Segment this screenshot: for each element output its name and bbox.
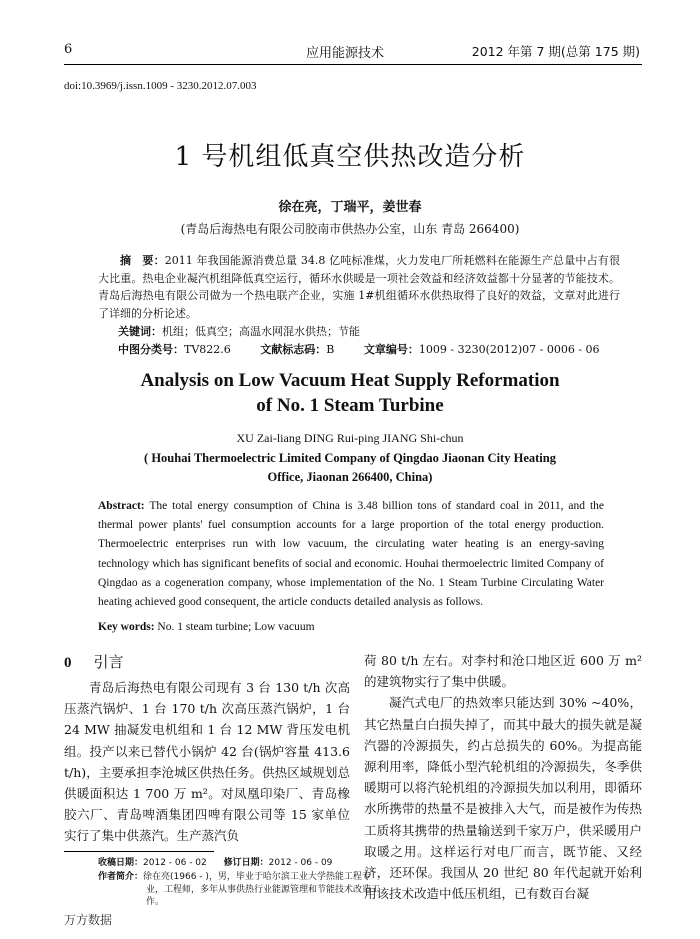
affiliation: (青岛后海热电有限公司胶南市供热办公室，山东 青岛 266400) <box>180 222 520 236</box>
doi: doi:10.3969/j.issn.1009 - 3230.2012.07.003 <box>64 80 257 92</box>
english-authors: XU Zai-liang DING Rui-ping JIANG Shi-chun <box>236 431 464 445</box>
keywords-cn-text: 机组；低真空；高温水网混水供热；节能 <box>162 325 360 338</box>
section-number: 0 <box>64 655 72 671</box>
left-column <box>64 677 350 847</box>
section-title: 引言 <box>93 653 124 671</box>
revised-label: 修订日期： <box>223 858 269 868</box>
right-column <box>364 650 642 904</box>
keywords-en-text: No. 1 steam turbine; Low vacuum <box>154 621 315 633</box>
english-title-line1: Analysis on Low Vacuum Heat Supply Reformation <box>140 370 560 391</box>
clc-label: 中图分类号： <box>118 343 184 356</box>
abstract-cn-text: 2011 年我国能源消费总量 34.8 亿吨标准煤，火力发电厂所耗燃料在能源生产总量中占有很大比重。热电企业凝汽机组降低真空运行，循环水供暖是一项社会效益和经济效益都十分显著的节能技术。青岛后海热电有限公司做为一个热电联产企业，实施 1#机组循环水供热取得了良好的效益，文章对此进行了详细的分析论述。 <box>98 254 621 320</box>
keywords-cn <box>118 323 360 339</box>
doc-code: B <box>326 343 335 356</box>
classification-line <box>118 341 626 357</box>
intro-paragraph-1: 青岛后海热电有限公司现有 3 台 130 t/h 次高压蒸汽锅炉、1 台 170 t/h 次高压蒸汽锅炉，1 台 24 MW 抽凝发电机组和 1 台 12 MW 背压发电机组。投产以来已替代小锅炉 42 台(锅炉容量 413.6 t/h)，主要承担李沧城区供热任务。供热区域规划总供暖面积达 1 700 万 m²。对凤凰印染厂、青岛橡胶六厂、青岛啤酒集团四啤有限公司等 15 家单位实行了集中供蒸汽。生产蒸汽负 <box>64 680 350 844</box>
abstract-cn-label: 摘 要： <box>120 254 165 267</box>
abstract-en-text: The total energy consumption of China is 3.48 billion tons of standard coal in 2011, and the thermal power plants' fuel consumption accounts for a large proportion of the total energy production. Thermoelectric enterprises run with low vacuum, the circulating water heating is an energy-saving technology which has significant benefits of social and economic. Houhai thermoelectric limited Company of Qingdao as a cogeneration company, whose implementation of the No. 1 Steam Turbine Circulating Water heating achieved good consequent, the article conducts detailed analysis as follows. <box>98 500 604 609</box>
intro-paragraph-1-cont: 荷 80 t/h 左右。对李村和沧口地区近 600 万 m² 的建筑物实行了集中供暖。 <box>364 653 642 690</box>
received-label: 收稿日期： <box>98 858 144 868</box>
article-no: 1009 - 3230(2012)07 - 0006 - 06 <box>418 343 600 356</box>
english-affiliation-line1: ( Houhai Thermoelectric Limited Company of Qingdao Jiaonan City Heating <box>144 451 556 465</box>
clc-code: TV822.6 <box>184 343 231 356</box>
journal-name: 应用能源技术 <box>306 46 385 61</box>
english-title-line2: of No. 1 Steam Turbine <box>256 395 444 416</box>
english-affiliation-line2: Office, Jiaonan 266400, China) <box>267 470 433 484</box>
authors: 徐在亮，丁瑞平，姜世春 <box>278 200 422 215</box>
revised-date: 2012 - 06 - 09 <box>268 858 333 868</box>
footnote-bio <box>98 871 382 909</box>
footnote-rule <box>64 851 214 852</box>
footnote-dates <box>98 857 358 870</box>
abstract-en-label: Abstract: <box>98 500 145 512</box>
watermark: 万方数据 <box>64 913 113 927</box>
received-date: 2012 - 06 - 02 <box>143 858 207 868</box>
header-rule <box>64 64 642 65</box>
abstract-cn <box>98 252 620 322</box>
doc-code-label: 文献标志码： <box>260 343 327 356</box>
article-no-label: 文章编号： <box>363 343 419 356</box>
issue-info: 2012 年第 7 期(总第 175 期) <box>471 44 640 59</box>
keywords-en-label: Key words: <box>98 621 155 633</box>
intro-paragraph-2: 凝汽式电厂的热效率只能达到 30% ~40%，其它热量白白损失掉了，而其中最大的损失就是凝汽器的冷源损失，约占总损失的 60%。为提高能源利用率，降低小型汽轮机组的冷源损失，冬季供暖期可以将汽轮机组的冷源损失加以利用，即循环水所携带的热量不是被排入大气，而是被作为传热工质将其携带的热量输送到千家万户，供采暖用户取暖之用。这样运行对电厂而言，既节能、又经济，还环保。我国从 20 世纪 80 年代起就开始利用该技术改造中低压机组，已有数百台凝 <box>364 695 642 902</box>
keywords-cn-label: 关键词： <box>118 325 162 338</box>
section-heading <box>64 651 124 672</box>
page-number: 6 <box>64 42 73 57</box>
bio-label: 作者简介： <box>98 872 144 882</box>
keywords-en <box>98 621 315 633</box>
abstract-en <box>98 497 604 612</box>
bio-text: 徐在亮(1966 - )，男，毕业于哈尔滨工业大学热能工程专业，工程师，多年从事供热行业能源管理和节能技术改造工作。 <box>143 872 381 907</box>
paper-title: 1 号机组低真空供热改造分析 <box>174 142 526 172</box>
